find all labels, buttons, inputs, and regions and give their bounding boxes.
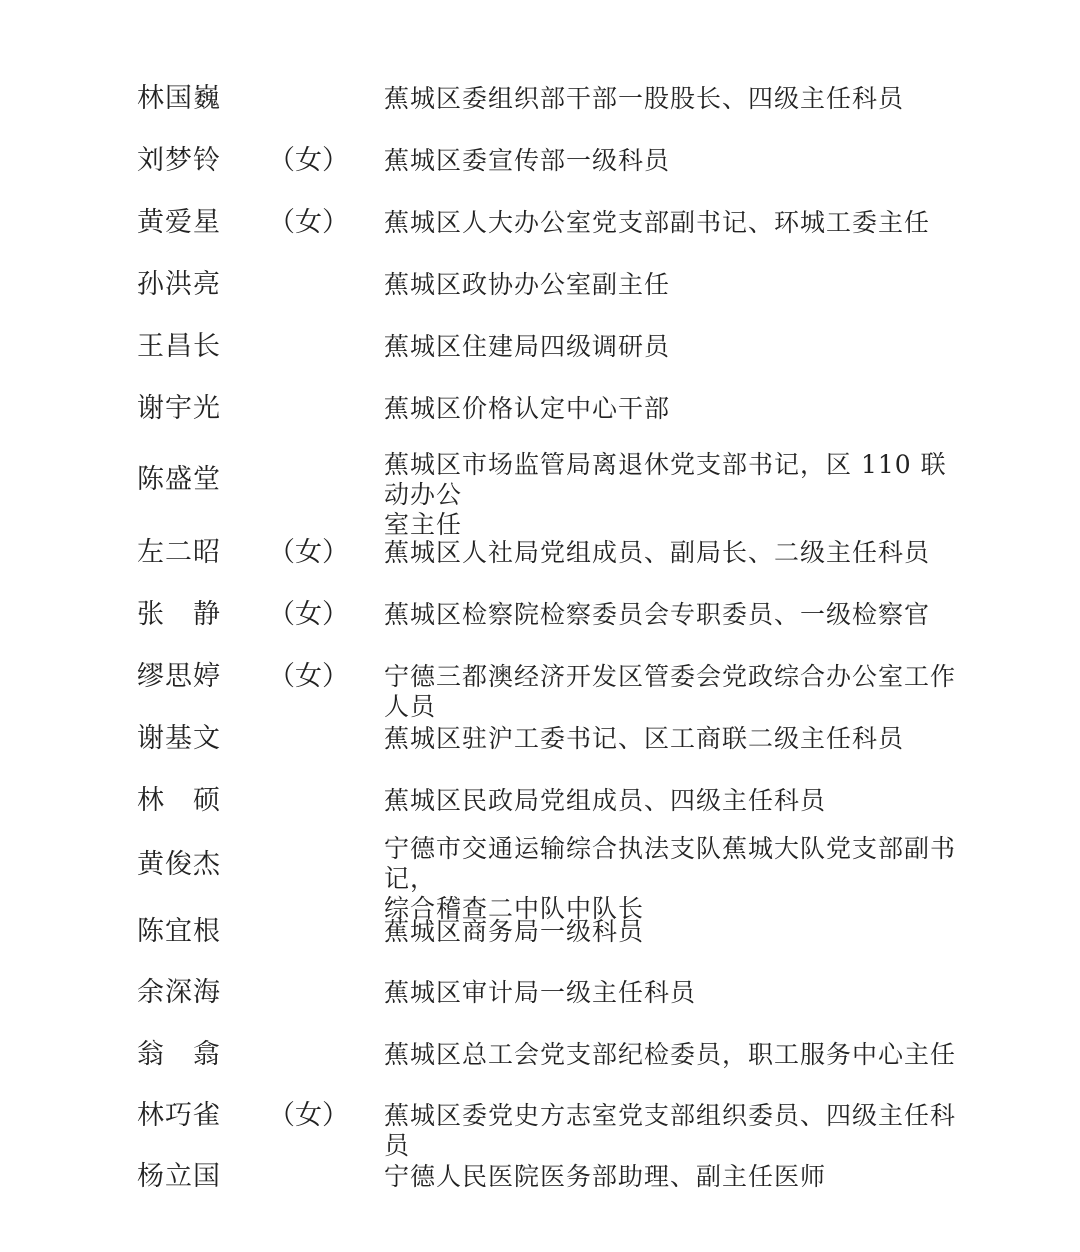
person-name: 谢宇光: [137, 393, 221, 424]
person-title: 宁德人民医院医务部助理、副主任医师: [384, 1162, 827, 1191]
person-title: 蕉城区检察院检察委员会专职委员、一级检察官: [384, 600, 931, 629]
person-title: 蕉城区人社局党组成员、副局长、二级主任科员: [384, 538, 931, 567]
person-title: 宁德三都澳经济开发区管委会党政综合办公室工作人员: [384, 662, 957, 721]
person-title: 蕉城区委组织部干部一股股长、四级主任科员: [384, 84, 905, 113]
person-name: 黄爱星: [137, 207, 221, 238]
gender-note: （女）: [268, 1100, 349, 1131]
person-title: 蕉城区审计局一级主任科员: [384, 978, 697, 1007]
person-name: 林国巍: [137, 83, 221, 114]
person-name: 刘梦铃: [137, 145, 221, 176]
gender-note: （女）: [268, 599, 349, 630]
person-title: 蕉城区民政局党组成员、四级主任科员: [384, 786, 827, 815]
gender-note: （女）: [268, 537, 349, 568]
person-name: 林巧雀: [137, 1100, 221, 1131]
person-title: 蕉城区住建局四级调研员: [384, 332, 671, 361]
person-title: 蕉城区政协办公室副主任: [384, 270, 671, 299]
person-title: 蕉城区驻沪工委书记、区工商联二级主任科员: [384, 724, 905, 753]
person-name: 孙洪亮: [137, 269, 221, 300]
person-title: 蕉城区人大办公室党支部副书记、环城工委主任: [384, 208, 931, 237]
person-title: 蕉城区商务局一级科员: [384, 917, 645, 946]
person-name: 陈宜根: [137, 916, 221, 947]
person-title: 蕉城区总工会党支部纪检委员，职工服务中心主任: [384, 1040, 957, 1069]
person-name: 张 静: [137, 599, 221, 630]
gender-note: （女）: [268, 661, 349, 692]
person-name: 杨立国: [137, 1161, 221, 1192]
person-name: 谢基文: [137, 723, 221, 754]
person-name: 缪思婷: [137, 661, 221, 692]
gender-note: （女）: [268, 145, 349, 176]
person-name: 陈盛堂: [137, 464, 221, 495]
person-name: 王昌长: [137, 331, 221, 362]
person-name: 翁 翕: [137, 1039, 221, 1070]
person-title: 蕉城区价格认定中心干部: [384, 394, 671, 423]
person-name: 林 硕: [137, 785, 221, 816]
gender-note: （女）: [268, 207, 349, 238]
person-name: 左二昭: [137, 537, 221, 568]
person-title: 宁德市交通运输综合执法支队蕉城大队党支部副书记， 综合稽查二中队中队长: [384, 834, 957, 923]
person-title: 蕉城区委宣传部一级科员: [384, 146, 671, 175]
person-title: 蕉城区委党史方志室党支部组织委员、四级主任科员: [384, 1101, 957, 1160]
person-name: 余深海: [137, 977, 221, 1008]
person-name: 黄俊杰: [137, 849, 221, 880]
person-title: 蕉城区市场监管局离退休党支部书记，区 110 联动办公 室主任: [384, 450, 947, 539]
